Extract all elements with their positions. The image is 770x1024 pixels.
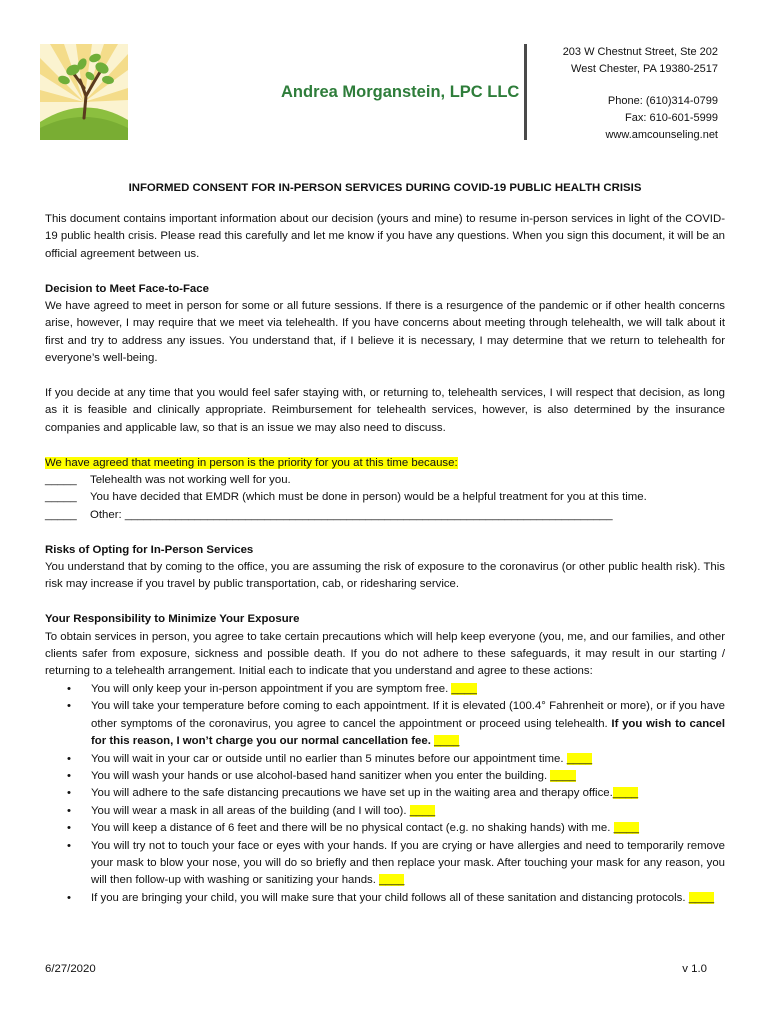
- bullet-icon: •: [67, 752, 71, 765]
- precautions-list: [45, 681, 725, 907]
- phone-number: Phone: (610)314-0799: [607, 95, 718, 107]
- bullet-icon: •: [67, 822, 71, 835]
- list-item: [45, 698, 725, 750]
- list-item-text: You will wait in your car or outside until no earlier than 5 minutes before our appointment time.: [91, 752, 564, 765]
- address-line-1: 203 W Chestnut Street, Ste 202: [562, 46, 718, 58]
- fax-number: Fax: 610-601-5999: [625, 112, 718, 124]
- list-item: [45, 838, 725, 890]
- list-item: [45, 803, 725, 820]
- list-item: [45, 820, 725, 837]
- list-item-text: You will take your temperature before coming to each appointment. If it is elevated (100.4° Fahrenheit or more), or if you have other symptoms of the coronavirus, you agree to cancel the appointment or proceed using telehealth.: [91, 700, 725, 730]
- list-item-text: You will try not to touch your face or eyes with your hands. If you are crying or have allergies and need to temporarily remove your mask to blow your nose, you will do so briefly and then replace your mask. After touching your mask for any reason, you will then follow-up with washing or sanitizing your hands.: [91, 839, 725, 887]
- list-item: [45, 751, 725, 768]
- decision-paragraph-1: We have agreed to meet in person for some or all future sessions. If there is a resurgence of the pandemic or if other health concerns arise, however, I may require that we meet via telehealth. If you have concerns about meeting through telehealth, we will talk about it first and try to address any issues. You understand that, if I believe it is necessary, I may determine that we return to telehealth for everyone’s well-being.: [45, 300, 725, 365]
- bullet-icon: •: [67, 839, 71, 852]
- initial-blank[interactable]: ____: [379, 874, 405, 887]
- initial-blank[interactable]: ____: [613, 822, 639, 835]
- section-heading-responsibility: Your Responsibility to Minimize Your Exposure: [45, 613, 300, 626]
- bullet-icon: •: [67, 787, 71, 800]
- initial-blank[interactable]: ____: [550, 769, 576, 782]
- responsibility-paragraph: To obtain services in person, you agree to take certain precautions which will help keep everyone (you, me, and our families, and other clients safer from exposure, sickness and possible death. If you do not adhere to these safeguards, it may result in our starting / returning to a telehealth arrangement. Initial each to indicate that you understand and agree to these actions:: [45, 630, 725, 678]
- choice-label: You have decided that EMDR (which must be done in person) would be a helpful treatment for you at this time.: [90, 491, 647, 504]
- bullet-icon: •: [67, 682, 71, 695]
- list-item: [45, 785, 725, 802]
- list-item: [45, 768, 725, 785]
- section-heading-decision: Decision to Meet Face-to-Face: [45, 282, 209, 295]
- header-divider: [524, 44, 527, 140]
- list-item-text: You will adhere to the safe distancing precautions we have set up in the waiting area and therapy office.: [91, 787, 613, 800]
- bullet-icon: •: [67, 769, 71, 782]
- initial-blank[interactable]: ____: [612, 787, 639, 800]
- address-line-2: West Chester, PA 19380-2517: [571, 63, 718, 75]
- address-block: [563, 44, 718, 78]
- firm-name: Andrea Morganstein, LPC LLC: [281, 83, 520, 101]
- choice-label: Telehealth was not working well for you.: [90, 474, 291, 487]
- contact-block: [605, 93, 718, 144]
- list-item-text: You will wash your hands or use alcohol-based hand sanitizer when you enter the building.: [91, 769, 548, 782]
- company-logo: [40, 44, 128, 140]
- list-item-text: You will only keep your in-person appointment if you are symptom free.: [91, 682, 449, 695]
- choice-label: Other: _____________________________________________________________________________: [90, 508, 613, 521]
- intro-paragraph: This document contains important information about our decision (yours and mine) to resume in-person services in light of the COVID-19 public health crisis. Please read this carefully and let me know if you have any questions. When you sign this document, it will be an official agreement between us.: [45, 213, 725, 260]
- decision-paragraph-2: If you decide at any time that you would feel safer staying with, or returning to, telehealth services, I will respect that decision, as long as it is feasible and clinically appropriate. Reimbursement for telehealth services, however, is also determined by the insurance companies and applicable law, so that is an issue we may also need to discuss.: [45, 387, 725, 434]
- choice-row[interactable]: [45, 507, 725, 524]
- bullet-icon: •: [67, 804, 71, 817]
- list-item-text: You will keep a distance of 6 feet and there will be no physical contact (e.g. no shaking hands) with me.: [91, 822, 611, 835]
- footer-version: v 1.0: [682, 963, 707, 975]
- list-item-text: If you are bringing your child, you will make sure that your child follows all of these sanitation and distancing protocols.: [91, 891, 686, 904]
- priority-statement: We have agreed that meeting in person is the priority for you at this time because:: [45, 456, 458, 469]
- initial-blank[interactable]: ____: [434, 735, 460, 748]
- website-link[interactable]: www.amcounseling.net: [605, 129, 718, 141]
- section-heading-risks: Risks of Opting for In-Person Services: [45, 543, 254, 556]
- initial-blank[interactable]: _____: [45, 508, 77, 521]
- initial-blank[interactable]: _____: [45, 491, 77, 504]
- initial-blank[interactable]: ____: [451, 682, 477, 695]
- footer-date: 6/27/2020: [45, 963, 96, 975]
- bullet-icon: •: [67, 700, 71, 713]
- initial-blank[interactable]: _____: [45, 474, 77, 487]
- bullet-icon: •: [67, 891, 71, 904]
- list-item: [45, 681, 725, 698]
- cancellation-note: If you wish to cancel for this reason, I won’t charge you our normal cancellation fee.: [91, 717, 725, 748]
- initial-blank[interactable]: ____: [566, 752, 593, 765]
- initial-blank[interactable]: ____: [409, 804, 436, 817]
- choice-row[interactable]: [45, 489, 725, 506]
- risks-paragraph: You understand that by coming to the office, you are assuming the risk of exposure to the coronavirus (or other public health risk). This risk may increase if you travel by public transportation, cab, or ridesharing service.: [45, 561, 725, 591]
- initial-blank[interactable]: ____: [688, 891, 715, 904]
- choice-row[interactable]: [45, 472, 725, 489]
- document-title: INFORMED CONSENT FOR IN-PERSON SERVICES DURING COVID-19 PUBLIC HEALTH CRISIS: [128, 182, 642, 194]
- list-item: [45, 890, 725, 907]
- document-body: [45, 211, 725, 907]
- list-item-text: You will wear a mask in all areas of the building (and I will too).: [91, 804, 407, 817]
